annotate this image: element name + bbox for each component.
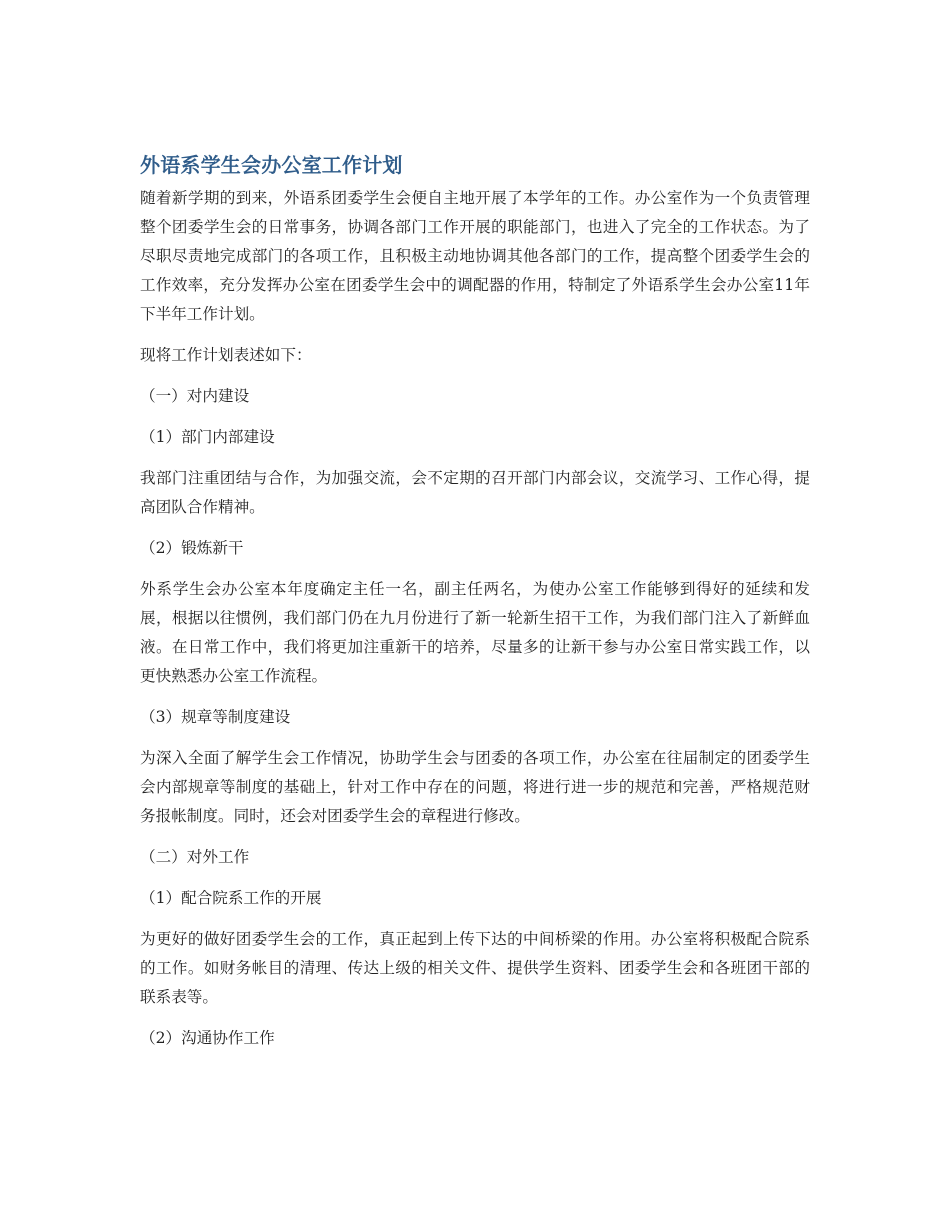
section-heading-external: （二）对外工作: [140, 848, 250, 866]
section-heading-internal: （一）对内建设: [140, 387, 250, 405]
paragraph-cooperate-college: 为更好的做好团委学生会的工作，真正起到上传下达的中间桥梁的作用。办公室将积极配合院系的工作。如财务帐目的清理、传达上级的相关文件、提供学生资料、团委学生会和各班团干部的联系表等。: [140, 930, 810, 1006]
subheading-rules-building: （3）规章等制度建设: [140, 708, 291, 726]
plan-intro-paragraph: 现将工作计划表述如下：: [140, 346, 312, 364]
subheading-cooperate-college: （1）配合院系工作的开展: [140, 889, 322, 907]
document-title: 外语系学生会办公室工作计划: [140, 153, 403, 177]
subheading-train-new-staff: （2）锻炼新干: [140, 539, 244, 557]
paragraph-train-new-staff: 外系学生会办公室本年度确定主任一名，副主任两名，为使办公室工作能够到得好的延续和发展，根据以往惯例，我们部门仍在九月份进行了新一轮新生招干工作，为我们部门注入了新鲜血液。在日常工作中，我们将更加注重新干的培养，尽量多的让新干参与办公室日常实践工作，以更快熟悉办公室工作流程。: [140, 580, 810, 685]
document-body: [140, 150, 810, 1065]
paragraph-rules-building: 为深入全面了解学生会工作情况，协助学生会与团委的各项工作，办公室在往届制定的团委学生会内部规章等制度的基础上，针对工作中存在的问题，将进行进一步的规范和完善，严格规范财务报帐制度。同时，还会对团委学生会的章程进行修改。: [140, 749, 810, 825]
paragraph-department-building: 我部门注重团结与合作，为加强交流，会不定期的召开部门内部会议，交流学习、工作心得，提高团队合作精神。: [140, 469, 810, 516]
subheading-department-building: （1）部门内部建设: [140, 428, 275, 446]
subheading-communication: （2）沟通协作工作: [140, 1029, 275, 1047]
intro-paragraph: 随着新学期的到来，外语系团委学生会便自主地开展了本学年的工作。办公室作为一个负责管理整个团委学生会的日常事务，协调各部门工作开展的职能部门，也进入了完全的工作状态。为了尽职尽责地完成部门的各项工作，且积极主动地协调其他各部门的工作，提高整个团委学生会的工作效率，充分发挥办公室在团委学生会中的调配器的作用，特制定了外语系学生会办公室11年下半年工作计划。: [140, 189, 810, 323]
